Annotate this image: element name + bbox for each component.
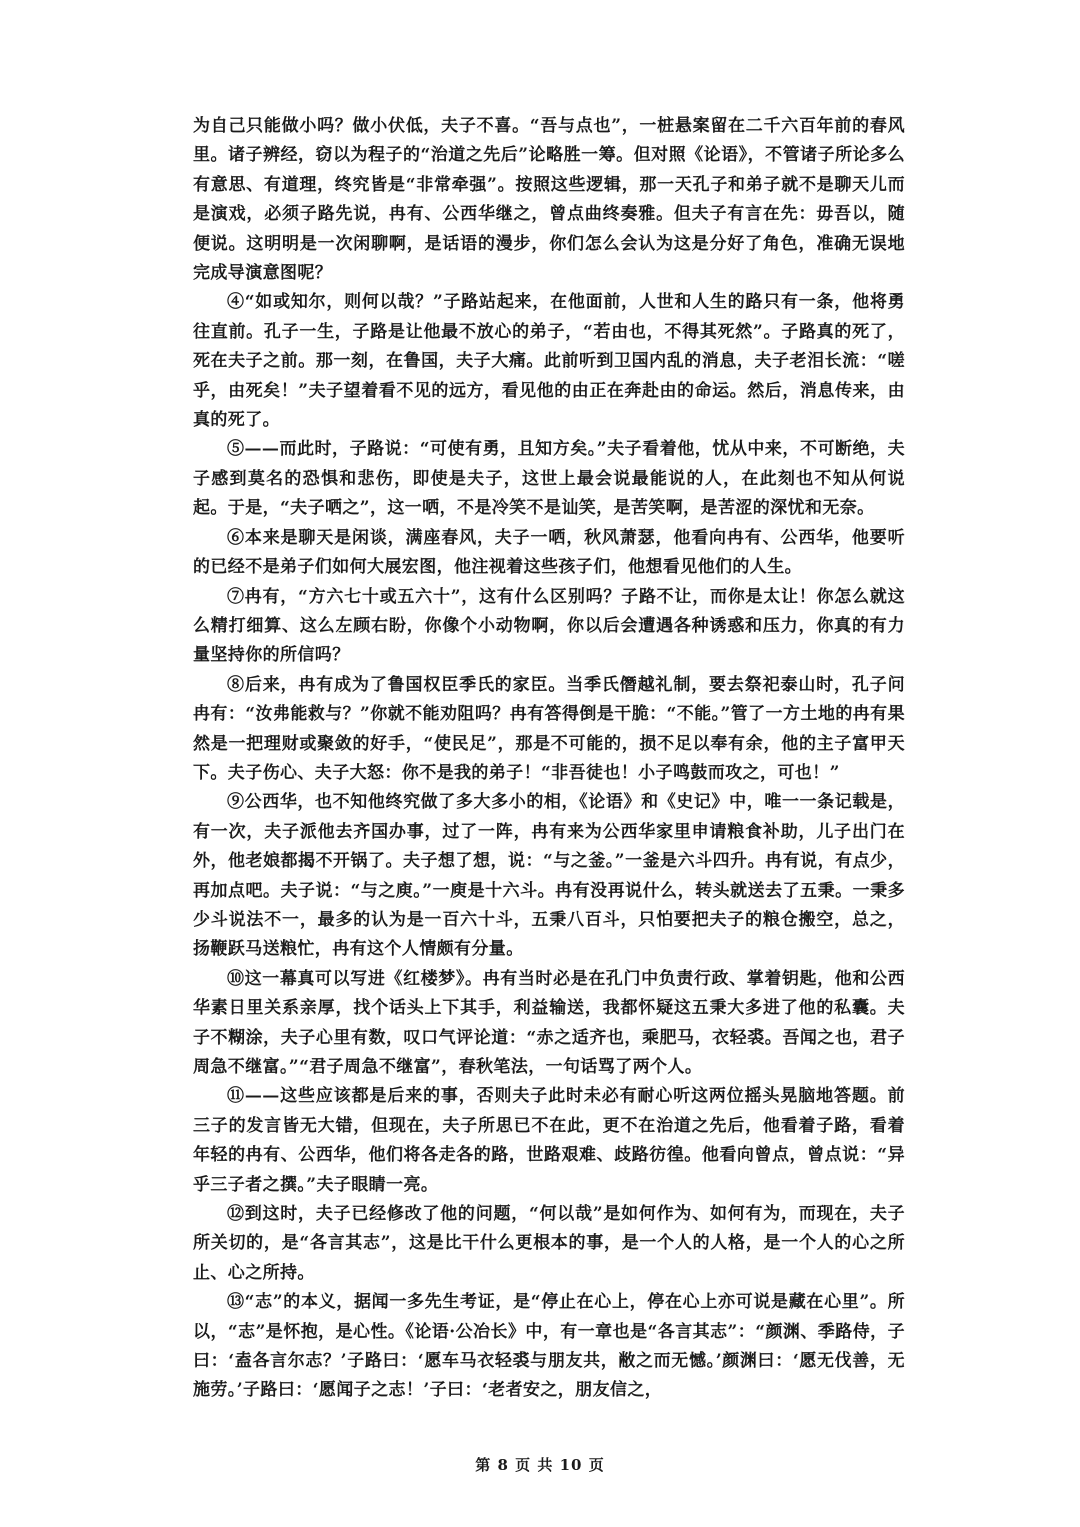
- paragraph-10: ⑩这一幕真可以写进《红楼梦》。冉有当时必是在孔门中负责行政、掌着钥匙，他和公西华素日里关系亲厚，找个话头上下其手，利益输送，我都怀疑这五秉大多进了他的私囊。夫子不糊涂，夫子心里有数，叹口气评论道：“赤之适齐也，乘肥马，衣轻裘。吾闻之也，君子周急不继富。”“君子周急不继富”，春秋笔法，一句话骂了两个人。: [193, 968, 905, 1077]
- paragraph-12: ⑫到这时，夫子已经修改了他的问题，“何以哉”是如何作为、如何有为，而现在，夫子所关切的，是“各言其志”，这是比干什么更根本的事，是一个人的人格，是一个人的心之所止、心之所持。: [193, 1204, 905, 1283]
- paragraph-5: ⑤——而此时，子路说：“可使有勇，且知方矣。”夫子看着他，忧从中来，不可断绝，夫子感到莫名的恐惧和悲伤，即使是夫子，这世上最会说最能说的人，在此刻也不知从何说起。于是，“夫子哂之”，这一哂，不是冷笑不是讪笑，是苦笑啊，是苦涩的深忧和无奈。: [193, 439, 905, 519]
- page-number-footer: 第 8 页 共 10 页: [475, 1456, 605, 1474]
- paragraph-7: ⑦冉有，“方六七十或五六十”，这有什么区别吗？子路不让，而你是太让！你怎么就这么精打细算、这么左顾右盼，你像个小动物啊，你以后会遭遇各种诱惑和压力，你真的有力量坚持你的所信吗？: [193, 586, 905, 666]
- paragraph-6: ⑥本来是聊天是闲谈，满座春风，夫子一哂，秋风萧瑟，他看向冉有、公西华，他要听的已经不是弟子们如何大展宏图，他注视着这些孩子们，他想看见他们的人生。: [193, 527, 905, 578]
- paragraph-4: ④“如或知尔，则何以哉？”子路站起来，在他面前，人世和人生的路只有一条，他将勇往直前。孔子一生，子路是让他最不放心的弟子，“若由也，不得其死然”。子路真的死了，死在夫子之前。那一刻，在鲁国，夫子大痛。此前听到卫国内乱的消息，夫子老泪长流：“嗟乎，由死矣！”夫子望着看不见的远方，看见他的由正在奔赴由的命运。然后，消息传来，由真的死了。: [193, 292, 905, 431]
- paragraph-13: ⑬“志”的本义，据闻一多先生考证，是“停止在心上，停在心上亦可说是藏在心里”。所以，“志”是怀抱，是心性。《论语·公冶长》中，有一章也是“各言其志”：“颜渊、季路侍，子曰：‘盍各言尔志？’子路曰：‘愿车马衣轻裘与朋友共，敝之而无憾。’颜渊曰：‘愿无伐善，无施劳。’子路曰：‘愿闻子之志！’子曰：‘老者安之，朋友信之，: [193, 1292, 905, 1401]
- paragraph-continued: 为自己只能做小吗？做小伏低，夫子不喜。“吾与点也”，一桩悬案留在二千六百年前的春风里。诸子辨经，窃以为程子的“治道之先后”论略胜一筹。但对照《论语》，不管诸子所论多么有意思、有道理，终究皆是“非常牵强”。按照这些逻辑，那一天孔子和弟子就不是聊天儿而是演戏，必须子路先说，冉有、公西华继之，曾点曲终奏雅。但夫子有言在先：毋吾以，随便说。这明明是一次闲聊啊，是话语的漫步，你们怎么会认为这是分好了角色，准确无误地完成导演意图呢？: [193, 116, 905, 284]
- paragraph-8: ⑧后来，冉有成为了鲁国权臣季氏的家臣。当季氏僭越礼制，要去祭祀泰山时，孔子问冉有：“汝弗能救与？”你就不能劝阻吗？冉有答得倒是干脆：“不能。”管了一方土地的冉有果然是一把理财或聚敛的好手，“使民足”，那是不可能的，损不足以奉有余，他的主子富甲天下。夫子伤心、夫子大怒：你不是我的弟子！“非吾徒也！小子鸣鼓而攻之，可也！”: [193, 674, 905, 783]
- paragraph-11: ⑪——这些应该都是后来的事，否则夫子此时未必有耐心听这两位摇头晃脑地答题。前三子的发言皆无大错，但现在，夫子所思已不在此，更不在治道之先后，他看着子路，看着年轻的冉有、公西华，他们将各走各的路，世路艰难、歧路彷徨。他看向曾点，曾点说：“异乎三子者之撰。”夫子眼睛一亮。: [193, 1086, 905, 1195]
- document-body: [193, 112, 905, 1406]
- paragraph-9: ⑨公西华，也不知他终究做了多大多小的相，《论语》和《史记》中，唯一一条记载是，有一次，夫子派他去齐国办事，过了一阵，冉有来为公西华家里申请粮食补助，儿子出门在外，他老娘都揭不开锅了。夫子想了想，说：“与之釜。”一釜是六斗四升。冉有说，有点少，再加点吧。夫子说：“与之庾。”一庾是十六斗。冉有没再说什么，转头就送去了五秉。一秉多少斗说法不一，最多的认为是一百六十斗，五秉八百斗，只怕要把夫子的粮仓搬空，总之，扬鞭跃马送粮忙，冉有这个人情颇有分量。: [193, 792, 905, 960]
